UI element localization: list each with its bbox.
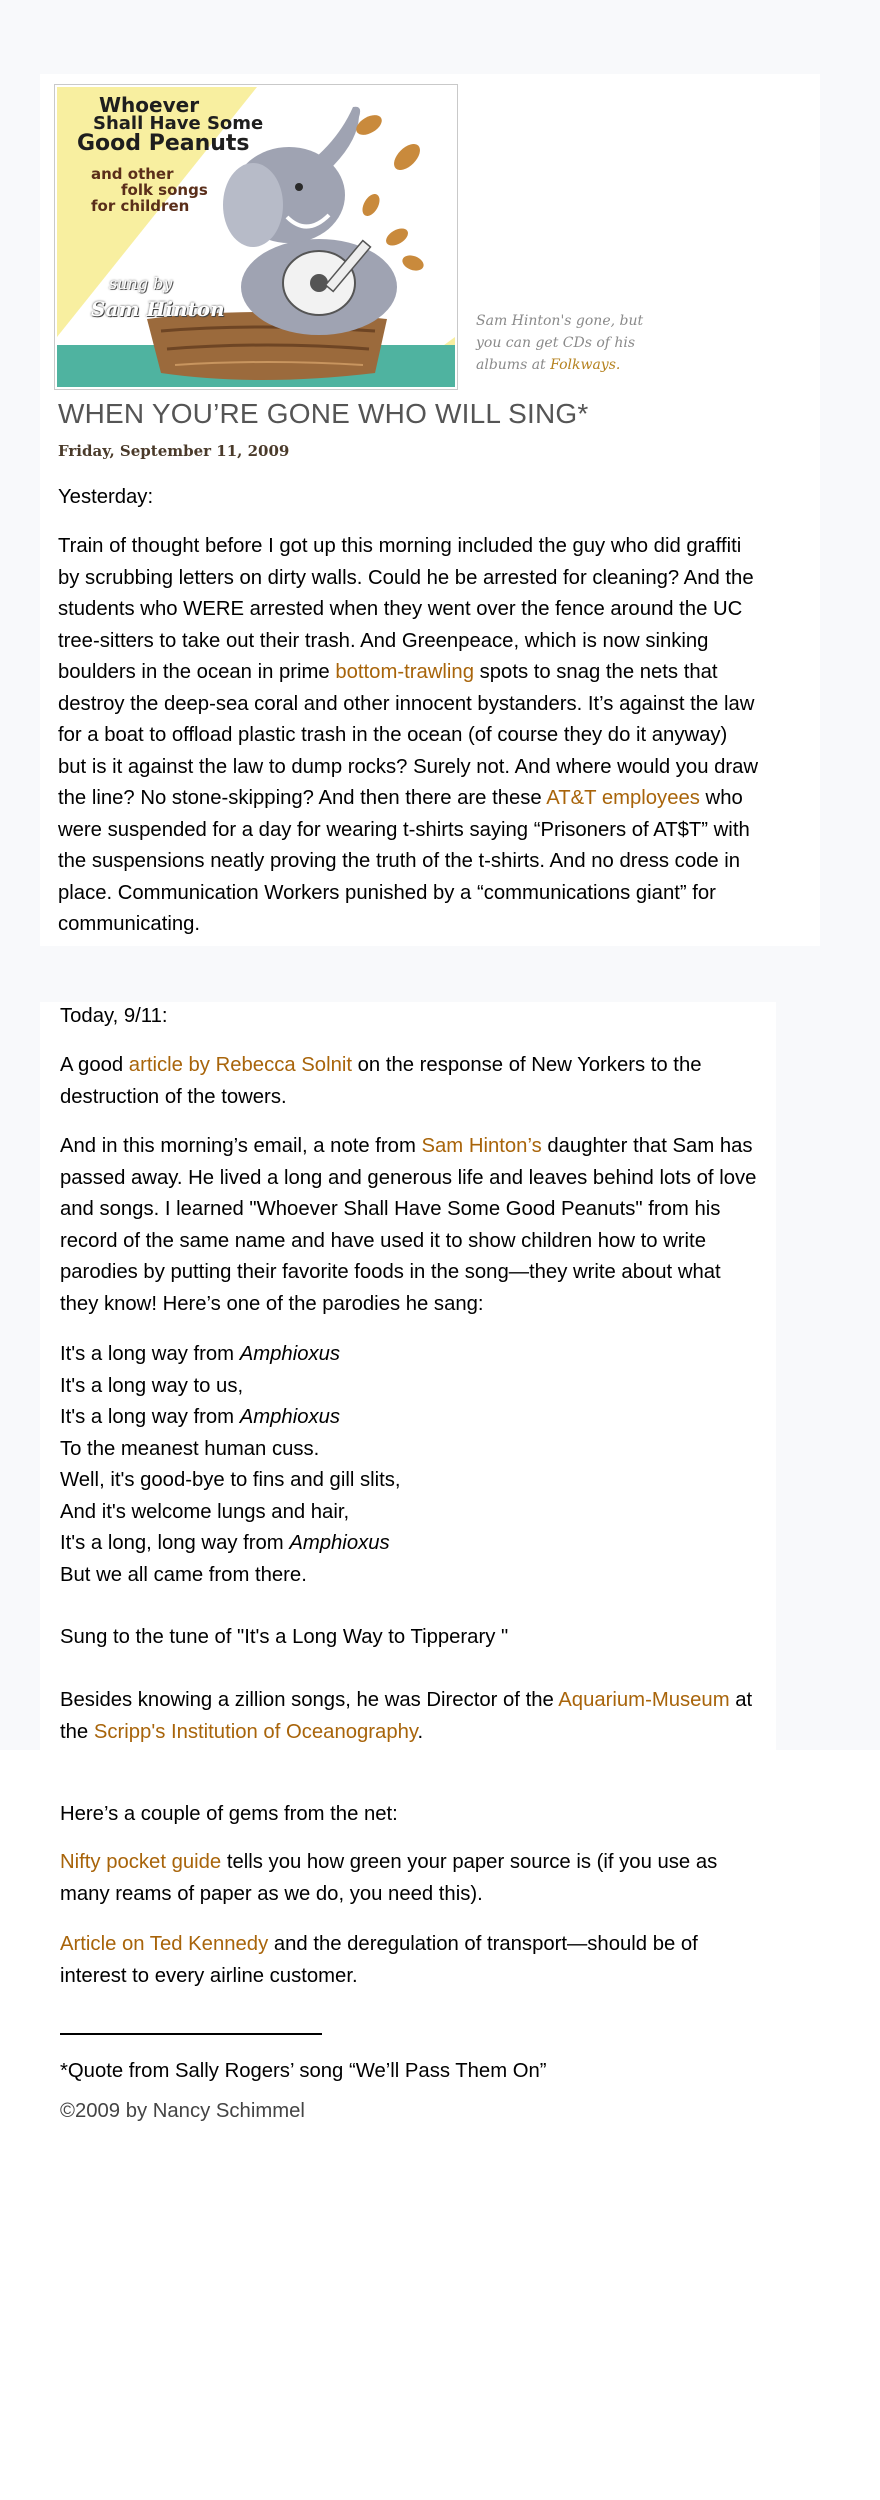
poem-line: It's a long, long way from Amphioxus [60,1532,390,1554]
album-subtitle-line: folk songs [121,180,208,199]
album-title-line: Whoever [99,93,200,117]
post-title: WHEN YOU’RE GONE WHO WILL SING* [58,398,589,429]
post-date: Friday, September 11, 2009 [58,442,290,460]
aquarium-museum-link[interactable]: Aquarium-Museum [558,1689,730,1711]
scripps-link[interactable]: Scripp's Institution of Oceanography [93,1720,418,1743]
album-cover-image [54,84,458,390]
paragraph-text: at the [60,1689,753,1743]
poem-line: It's a long way from Amphioxus [60,1343,341,1365]
paragraph-text: Besides knowing a zillion songs, he was Director of the [60,1689,559,1711]
image-caption [476,310,656,376]
tune-note: Sung to the tune of "It's a Long Way to Tipperary " [60,1626,509,1648]
album-subtitle [91,167,208,214]
paragraph-text: And in this morning’s email, a note from [60,1135,422,1157]
paragraph-yesterday [58,531,760,941]
paragraph-text: Train of thought before I got up this morning included the guy who did graffiti by scrubbing letters on dirty walls. Could he be arrested for cleaning? And the students who WERE arrested when they went over the fence around the UC tree-sitters to take out their trash. And Greenpeace, which is now sinking boulders in the ocean in prime [58,535,754,683]
album-singer: Sam Hinton [91,297,225,321]
poem-line: But we all came from there. [60,1563,307,1586]
paragraph-text: . [417,1720,424,1743]
att-employees-link[interactable]: AT&T employees [546,787,700,809]
poem-line: Well, it's good-bye to fins and gill slits, [60,1469,401,1491]
poem-line: It's a long way from Amphioxus [60,1406,341,1428]
poem-line: And it's welcome lungs and hair, [60,1500,350,1523]
album-subtitle-line: and other [91,165,174,183]
paragraph-text: daughter that Sam has passed away. He lived a long and generous life and leaves behind lots of love and songs. I learned "Whoever Shall Have Some Good Peanuts" from his record of the same name and have used it to show children how to write parodies by putting their favorite foods in the song—they write about what they know! Here’s one of the parodies he sang: [60,1135,757,1315]
footnote-divider [60,2033,322,2035]
paragraph-text: spots to snag the nets that destroy the deep-sea coral and other innocent bystanders. It’s against the law for a boat to offload plastic trash in the ocean (of course they do it anyway) but is it against the law to dump rocks? Surely not. And where would you draw the line? No stone-skipping? And then there are these [58,661,759,809]
bottom-trawling-link[interactable]: bottom-trawling [335,661,474,683]
album-title-line: Good Peanuts [77,131,250,156]
poem-line: To the meanest human cuss. [60,1437,320,1460]
today-label: Today, 9/11: [60,1005,168,1027]
ted-kennedy-article-link[interactable]: Article on Ted Kennedy [60,1933,269,1955]
parody-poem [60,1339,760,1591]
paragraph-text: on the response of New Yorkers to the destruction of the towers. [60,1054,702,1108]
paragraph-solnit [60,1050,760,1113]
yesterday-label: Yesterday: [58,486,154,508]
solnit-article-link[interactable]: article by Rebecca Solnit [128,1054,352,1076]
gems-intro: Here’s a couple of gems from the net: [60,1803,398,1825]
poem-line: It's a long way to us, [60,1374,244,1397]
album-title [77,95,263,155]
caption-text: Sam Hinton's gone, but you can get CDs of his albums at [476,313,644,373]
copyright: ©2009 by Nancy Schimmel [60,2100,305,2122]
paragraph-gem-2 [60,1929,760,1992]
album-subtitle-line: for children [91,196,190,215]
paragraph-text: tells you how green your paper source is (if you use as many reams of paper as we do, you need this). [60,1851,718,1905]
paragraph-gem-1 [60,1847,760,1910]
album-sung-by: sung by [109,274,173,293]
paragraph-text: who were suspended for a day for wearing t-shirts saying “Prisoners of AT$T” with the suspensions neatly proving the truth of the t-shirts. And no dress code in place. Communication Workers punished by a “communications giant” for communicating. [58,787,750,935]
paragraph-text: A good [60,1054,129,1076]
sam-hinton-link[interactable]: Sam Hinton’s [421,1135,542,1157]
footnote: *Quote from Sally Rogers’ song “We’ll Pass Them On” [60,2060,547,2082]
paragraph-sam-hinton [60,1131,760,1320]
paragraph-aquarium [60,1685,760,1748]
album-cover-art [57,87,455,387]
folkways-link[interactable]: Folkways. [550,357,621,373]
album-title-line: Shall Have Some [93,113,264,134]
pocket-guide-link[interactable]: Nifty pocket guide [60,1851,222,1873]
paragraph-text: and the deregulation of transport—should be of interest to every airline customer. [60,1933,698,1987]
